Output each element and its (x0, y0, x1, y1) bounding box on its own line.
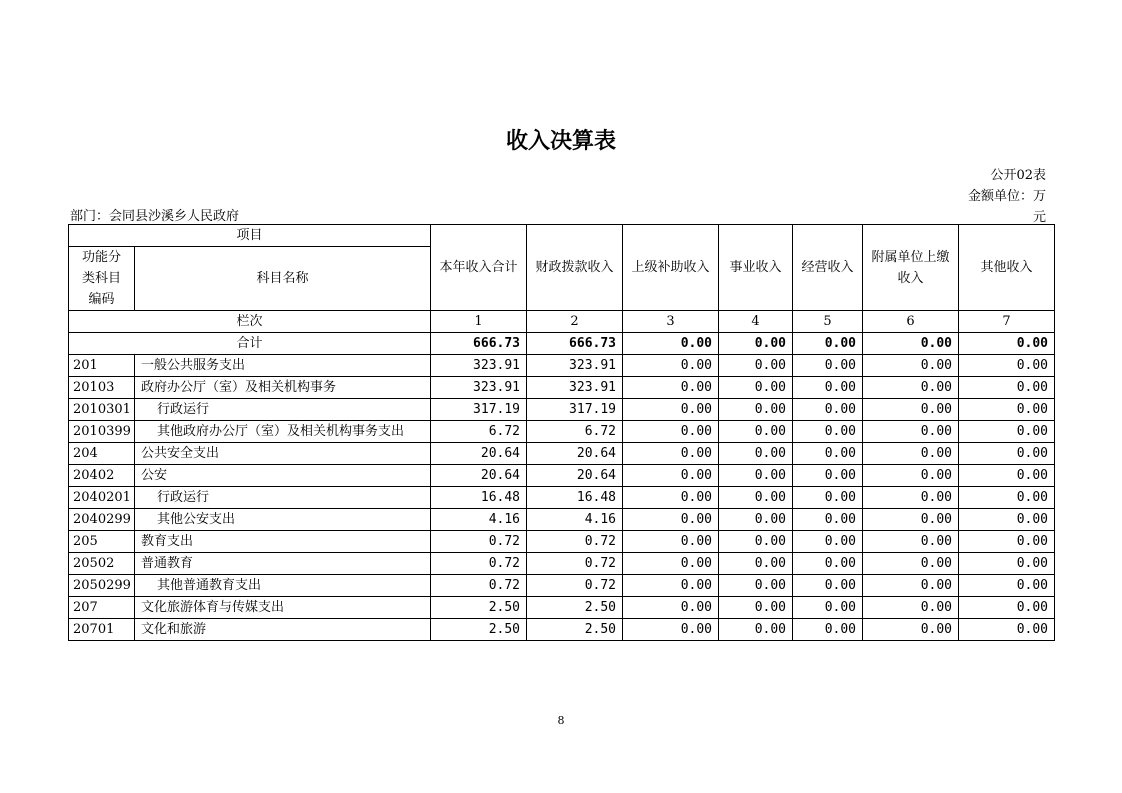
seq-number: 5 (793, 311, 863, 333)
row-value: 0.00 (863, 443, 959, 465)
row-value: 323.91 (527, 377, 623, 399)
row-value: 0.00 (959, 377, 1055, 399)
row-value: 0.00 (719, 421, 793, 443)
row-value: 0.00 (793, 509, 863, 531)
table-row (69, 377, 1055, 399)
table-row (69, 553, 1055, 575)
seq-number: 7 (959, 311, 1055, 333)
row-value: 20.64 (431, 465, 527, 487)
row-value: 0.00 (793, 377, 863, 399)
table-row (69, 575, 1055, 597)
row-value: 16.48 (431, 487, 527, 509)
row-name: 公安 (135, 465, 431, 487)
row-name: 普通教育 (135, 553, 431, 575)
header-code: 功能分类科目编码 (69, 247, 135, 311)
total-value: 0.00 (863, 333, 959, 355)
row-value: 0.00 (719, 509, 793, 531)
seq-number: 2 (527, 311, 623, 333)
row-value: 323.91 (527, 355, 623, 377)
row-value: 0.00 (863, 575, 959, 597)
row-value: 0.72 (527, 553, 623, 575)
header-col-7: 其他收入 (959, 225, 1055, 311)
seq-number: 3 (623, 311, 719, 333)
row-name: 行政运行 (135, 399, 431, 421)
row-code: 2010399 (69, 421, 135, 443)
row-value: 0.00 (959, 487, 1055, 509)
table-row (69, 531, 1055, 553)
row-value: 0.00 (863, 377, 959, 399)
row-value: 0.00 (623, 443, 719, 465)
row-value: 0.00 (623, 377, 719, 399)
row-value: 0.00 (719, 619, 793, 641)
row-value: 0.00 (623, 553, 719, 575)
department-label: 部门：会同县沙溪乡人民政府 (70, 209, 240, 224)
total-value: 0.00 (959, 333, 1055, 355)
total-value: 0.00 (793, 333, 863, 355)
table-row (69, 487, 1055, 509)
row-name: 其他政府办公厅（室）及相关机构事务支出 (135, 421, 431, 443)
income-table (68, 224, 1055, 641)
row-value: 0.72 (431, 553, 527, 575)
row-name: 其他普通教育支出 (135, 575, 431, 597)
row-value: 0.00 (959, 575, 1055, 597)
row-value: 20.64 (431, 443, 527, 465)
row-code: 201 (69, 355, 135, 377)
row-value: 0.00 (863, 509, 959, 531)
row-value: 0.00 (793, 619, 863, 641)
row-value: 0.00 (863, 355, 959, 377)
row-value: 0.00 (623, 509, 719, 531)
row-value: 4.16 (431, 509, 527, 531)
row-value: 0.00 (623, 487, 719, 509)
header-name: 科目名称 (135, 247, 431, 311)
row-value: 0.00 (719, 487, 793, 509)
row-value: 0.00 (623, 575, 719, 597)
row-value: 0.00 (959, 399, 1055, 421)
row-value: 2.50 (431, 597, 527, 619)
row-value: 0.00 (863, 597, 959, 619)
row-value: 0.00 (863, 465, 959, 487)
row-code: 2050299 (69, 575, 135, 597)
row-value: 0.72 (527, 531, 623, 553)
row-value: 6.72 (527, 421, 623, 443)
row-value: 6.72 (431, 421, 527, 443)
row-value: 20.64 (527, 443, 623, 465)
page-title: 收入决算表 (505, 129, 616, 154)
row-value: 0.00 (719, 531, 793, 553)
row-value: 0.00 (863, 619, 959, 641)
row-value: 323.91 (431, 377, 527, 399)
row-value: 317.19 (431, 399, 527, 421)
row-value: 0.00 (719, 465, 793, 487)
header-col-3: 上级补助收入 (623, 225, 719, 311)
row-value: 0.00 (959, 465, 1055, 487)
seq-number: 1 (431, 311, 527, 333)
header-col-6: 附属单位上缴收入 (863, 225, 959, 311)
row-value: 0.00 (719, 553, 793, 575)
seq-number: 6 (863, 311, 959, 333)
row-value: 0.00 (719, 377, 793, 399)
table-row (69, 399, 1055, 421)
row-value: 0.00 (623, 421, 719, 443)
row-value: 323.91 (431, 355, 527, 377)
row-value: 20.64 (527, 465, 623, 487)
row-value: 0.00 (793, 597, 863, 619)
row-value: 0.00 (959, 509, 1055, 531)
row-code: 2040299 (69, 509, 135, 531)
row-value: 0.00 (793, 575, 863, 597)
header-col-4: 事业收入 (719, 225, 793, 311)
row-code: 205 (69, 531, 135, 553)
row-value: 0.00 (623, 465, 719, 487)
row-value: 4.16 (527, 509, 623, 531)
row-code: 20402 (69, 465, 135, 487)
row-name: 政府办公厅（室）及相关机构事务 (135, 377, 431, 399)
row-value: 2.50 (431, 619, 527, 641)
row-value: 0.00 (863, 531, 959, 553)
table-row (69, 509, 1055, 531)
row-name: 一般公共服务支出 (135, 355, 431, 377)
form-number: 公开02表 (990, 168, 1046, 183)
unit-label: 金额单位：万 (967, 189, 1046, 204)
row-value: 0.00 (719, 575, 793, 597)
total-value: 0.00 (719, 333, 793, 355)
page-number: 8 (557, 714, 565, 727)
header-item: 项目 (69, 225, 431, 247)
table-row (69, 597, 1055, 619)
row-value: 2.50 (527, 619, 623, 641)
total-value: 666.73 (527, 333, 623, 355)
row-value: 0.00 (793, 531, 863, 553)
row-value: 0.00 (959, 421, 1055, 443)
row-value: 0.00 (793, 553, 863, 575)
seq-label: 栏次 (69, 311, 431, 333)
row-name: 教育支出 (135, 531, 431, 553)
row-value: 317.19 (527, 399, 623, 421)
total-row (69, 333, 1055, 355)
row-code: 20701 (69, 619, 135, 641)
row-value: 0.00 (623, 399, 719, 421)
row-name: 行政运行 (135, 487, 431, 509)
table-row (69, 465, 1055, 487)
row-value: 0.00 (959, 619, 1055, 641)
row-value: 0.00 (793, 443, 863, 465)
row-code: 2040201 (69, 487, 135, 509)
row-value: 0.00 (719, 597, 793, 619)
row-value: 0.00 (623, 531, 719, 553)
table-row (69, 421, 1055, 443)
row-value: 16.48 (527, 487, 623, 509)
row-code: 207 (69, 597, 135, 619)
row-value: 2.50 (527, 597, 623, 619)
row-code: 204 (69, 443, 135, 465)
row-name: 公共安全支出 (135, 443, 431, 465)
table-row (69, 355, 1055, 377)
row-value: 0.00 (959, 443, 1055, 465)
total-value: 0.00 (623, 333, 719, 355)
row-value: 0.00 (863, 399, 959, 421)
row-value: 0.00 (793, 487, 863, 509)
row-value: 0.00 (623, 597, 719, 619)
header-col-2: 财政拨款收入 (527, 225, 623, 311)
row-code: 2010301 (69, 399, 135, 421)
table-row (69, 619, 1055, 641)
header-col-1: 本年收入合计 (431, 225, 527, 311)
header-col-5: 经营收入 (793, 225, 863, 311)
row-value: 0.00 (793, 355, 863, 377)
row-value: 0.72 (431, 575, 527, 597)
seq-number: 4 (719, 311, 793, 333)
row-value: 0.00 (959, 597, 1055, 619)
row-value: 0.00 (719, 399, 793, 421)
row-value: 0.00 (793, 421, 863, 443)
unit-tail: 元 (1032, 210, 1046, 225)
row-value: 0.00 (793, 399, 863, 421)
row-value: 0.00 (719, 443, 793, 465)
table-row (69, 443, 1055, 465)
row-value: 0.00 (863, 421, 959, 443)
row-value: 0.00 (623, 355, 719, 377)
row-value: 0.00 (623, 619, 719, 641)
row-name: 其他公安支出 (135, 509, 431, 531)
row-value: 0.00 (719, 355, 793, 377)
row-value: 0.00 (863, 553, 959, 575)
row-value: 0.00 (863, 487, 959, 509)
row-value: 0.72 (431, 531, 527, 553)
row-value: 0.00 (959, 531, 1055, 553)
row-value: 0.00 (959, 553, 1055, 575)
row-name: 文化旅游体育与传媒支出 (135, 597, 431, 619)
row-value: 0.00 (793, 465, 863, 487)
row-name: 文化和旅游 (135, 619, 431, 641)
row-code: 20502 (69, 553, 135, 575)
row-code: 20103 (69, 377, 135, 399)
row-value: 0.00 (959, 355, 1055, 377)
row-value: 0.72 (527, 575, 623, 597)
total-value: 666.73 (431, 333, 527, 355)
total-label: 合计 (69, 333, 431, 355)
